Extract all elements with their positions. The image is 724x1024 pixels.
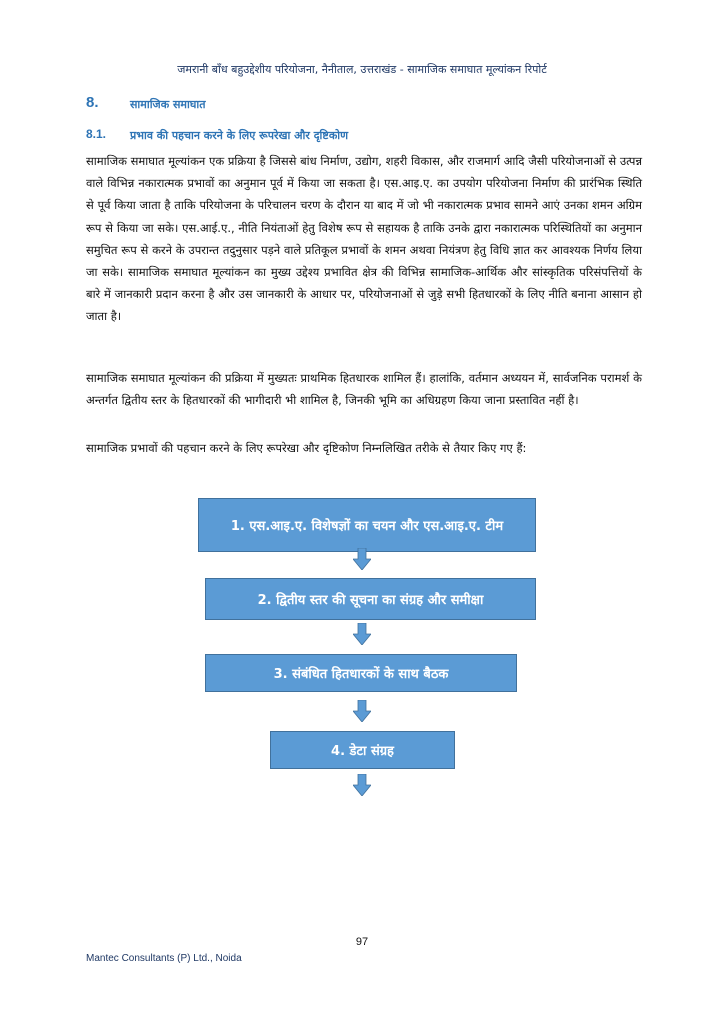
subsection-title: प्रभाव की पहचान करने के लिए रूपरेखा और दृष्टिकोण — [130, 129, 349, 142]
down-arrow-icon — [353, 700, 371, 722]
down-arrow-icon — [353, 774, 371, 796]
paragraph-framework-lead: सामाजिक प्रभावों की पहचान करने के लिए रूपरेखा और दृष्टिकोण निम्नलिखित तरीके से तैयार किए गए हैं: — [86, 441, 527, 455]
paragraph-stakeholders: सामाजिक समाघात मूल्यांकन की प्रक्रिया में मुख्यतः प्राथमिक हितधारक शामिल हैं। हालांकि, वर्तमान अध्ययन में, सार्वजनिक परामर्श के अन्तर्गत द्वितीय स्तर के हितधारकों की भागीदारी भी शामिल है, जिनकी भूमि का अधिग्रहण किया जाना प्रस्तावित नहीं है। — [86, 371, 642, 408]
flow-step-1: 1. एस.आइ.ए. विशेषज्ञों का चयन और एस.आइ.ए. टीम — [198, 498, 536, 552]
footer-company: Mantec Consultants (P) Ltd., Noida — [86, 953, 242, 964]
running-header: जमरानी बाँध बहुउद्देशीय परियोजना, नैनीताल, उत्तराखंड - सामाजिक समाघात मूल्यांकन रिपोर्ट — [177, 63, 547, 76]
section-number: 8. — [86, 94, 99, 111]
page-number: 97 — [355, 936, 369, 948]
flow-step-3: 3. संबंधित हितधारकों के साथ बैठक — [205, 654, 517, 692]
subsection-number: 8.1. — [86, 127, 107, 141]
flow-step-2: 2. द्वितीय स्तर की सूचना का संग्रह और समीक्षा — [205, 578, 536, 620]
down-arrow-icon — [353, 548, 371, 570]
flow-step-4: 4. डेटा संग्रह — [270, 731, 455, 769]
section-title: सामाजिक समाघात — [130, 98, 206, 111]
down-arrow-icon — [353, 623, 371, 645]
paragraph-intro: सामाजिक समाघात मूल्यांकन एक प्रक्रिया है जिससे बांध निर्माण, उद्योग, शहरी विकास, और राजमार्ग आदि जैसी परियोजनाओं से उत्पन्न वाले विभिन्न नकारात्मक प्रभावों का अनुमान पूर्व में किया जा सकता है। एस.आइ.ए. का उपयोग परियोजना निर्माण की प्रारंभिक स्थिति से पूर्व किया जाता है ताकि परियोजना के परिचालन चरण के दौरान या बाद में जो भी नकारात्मक प्रभाव सामने आएं उनका शमन अग्रिम रूप से किया जा सके। एस.आई.ए., नीति नियंताओं हेतु विशेष रूप से सहायक है ताकि उनके द्वारा नकारात्मक परिस्थितियों का अनुमान समुचित रूप से करने के उपरान्त तदुनुसार पड़ने वाले प्रतिकूल प्रभावों के शमन अथवा नियंत्रण हेतु विधि ज्ञात कर आवश्यक निर्णय लिया जा सके। सामाजिक समाघात मूल्यांकन का मुख्य उद्देश्य प्रभावित क्षेत्र की विभिन्न सामाजिक-आर्थिक और सांस्कृतिक परिसंपत्तियों के बारे में जानकारी प्रदान करना है और उस जानकारी के आधार पर, परियोजनाओं से जुड़े सभी हितधारकों के लिए नीति बनाना आसान हो जाता है। — [86, 154, 642, 324]
